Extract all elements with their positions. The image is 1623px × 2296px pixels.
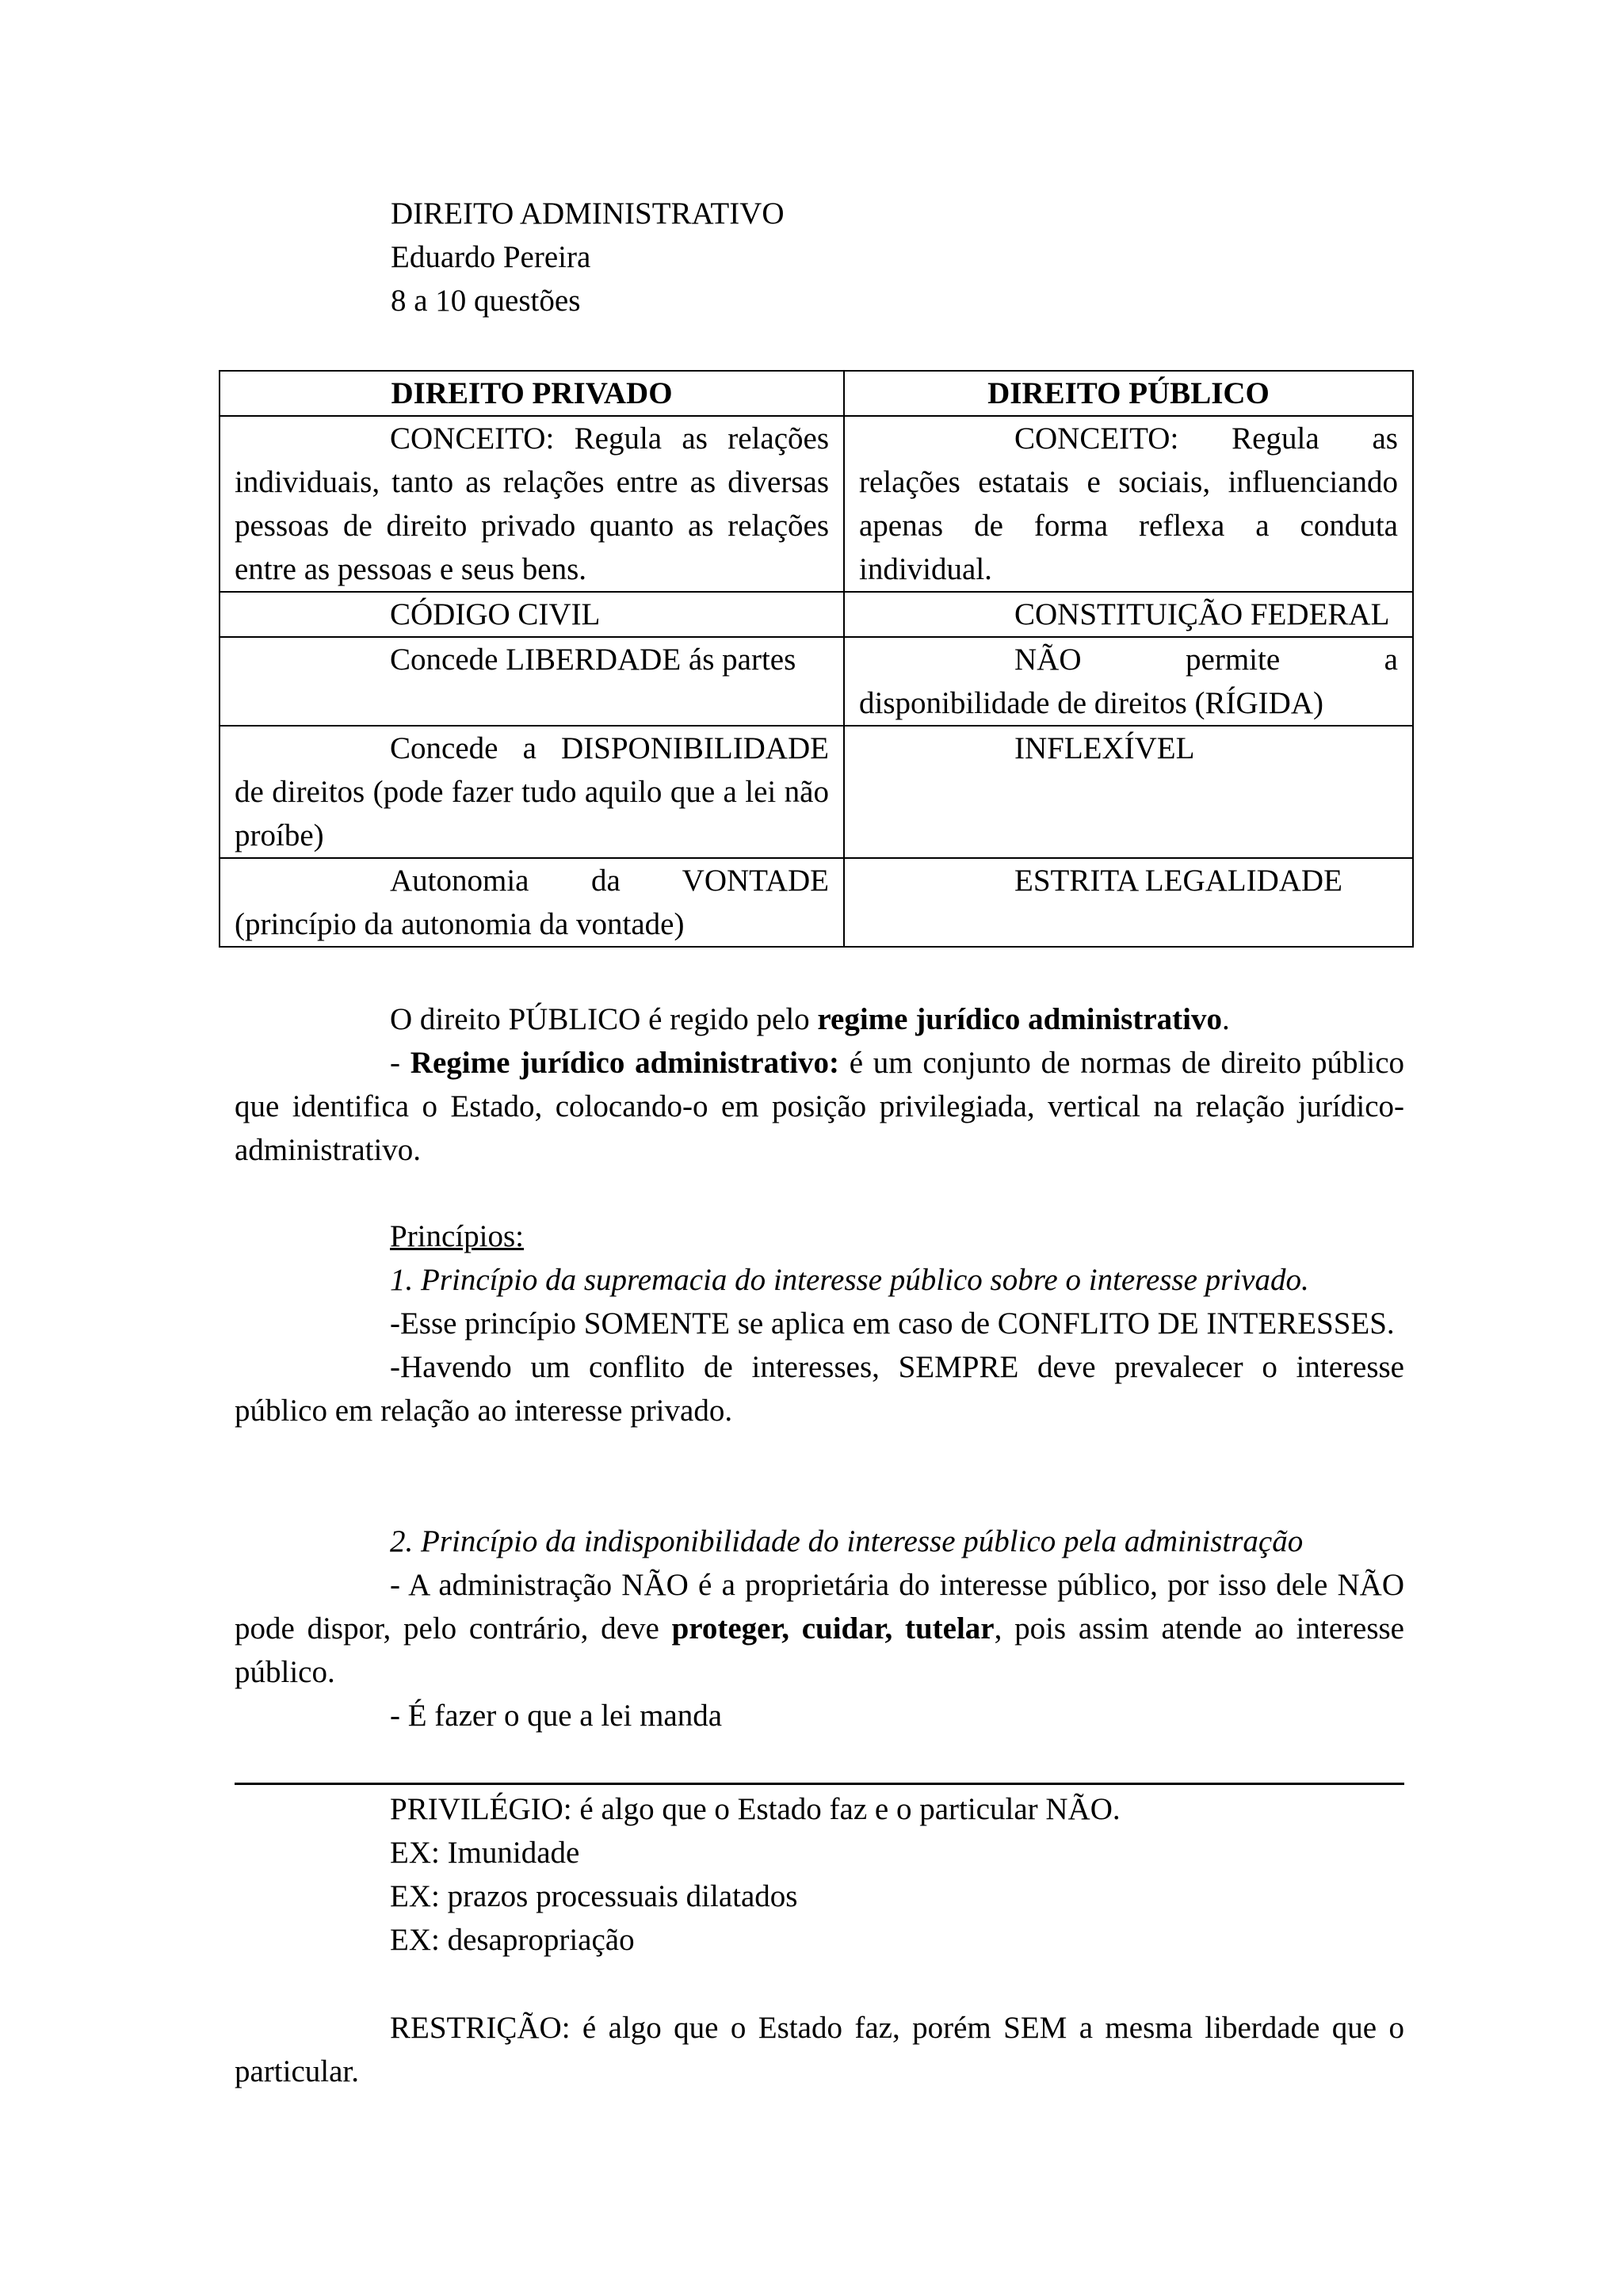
privilege-example-line xyxy=(235,1918,1404,1962)
intro-period: . xyxy=(1221,1002,1230,1036)
regime-term: Regime jurídico administrativo: xyxy=(410,1046,839,1080)
header-direito-publico: DIREITO PÚBLICO xyxy=(844,371,1413,416)
cell-privado-liberdade: Concede LIBERDADE ás partes xyxy=(220,637,844,726)
principle-1-item-1-text: -Esse princípio SOMENTE se aplica em caso de CONFLITO DE INTERESSES. xyxy=(390,1306,1395,1341)
intro-emphasis: regime jurídico administrativo xyxy=(817,1002,1222,1036)
restriction-definition: RESTRIÇÃO: é algo que o Estado faz, porém SEM a mesma liberdade que o particular. xyxy=(235,2011,1404,2088)
principles-heading: Princípios: xyxy=(390,1219,525,1253)
principle-2-section xyxy=(235,1520,1404,1737)
cell-privado-autonomia: Autonomia da VONTADE (princípio da autonomia da vontade) xyxy=(220,858,844,947)
principle-1-title-line xyxy=(235,1258,1404,1302)
principle-2-item-2 xyxy=(235,1694,1404,1737)
table-row xyxy=(220,637,1413,726)
intro-paragraph xyxy=(235,997,1404,1041)
cell-privado-codigo: CÓDIGO CIVIL xyxy=(220,592,844,637)
principle-2-title-line xyxy=(235,1520,1404,1563)
principle-1-item-1 xyxy=(235,1302,1404,1345)
cell-publico-legalidade: ESTRITA LEGALIDADE xyxy=(844,858,1413,947)
document-question-count: 8 a 10 questões xyxy=(391,284,581,318)
document-header xyxy=(391,192,785,322)
intro-section xyxy=(235,997,1404,1172)
table-row xyxy=(220,726,1413,858)
principle-2-item-1-emphasis: proteger, cuidar, tutelar xyxy=(671,1611,995,1646)
principle-2-item-2-text: - É fazer o que a lei manda xyxy=(390,1699,723,1733)
principle-2-item-1 xyxy=(235,1563,1404,1694)
principle-2-title: 2. Princípio da indisponibilidade do interesse público pela administração xyxy=(390,1524,1304,1558)
privilege-example-line xyxy=(235,1875,1404,1918)
section-divider xyxy=(235,1783,1404,1785)
table-header-row xyxy=(220,371,1413,416)
privilege-example-line xyxy=(235,1831,1404,1875)
principle-2-item-1-text: - A administração NÃO é a proprietária do interesse público, por isso dele NÃO pode dispor, pelo contrário, deve xyxy=(235,1568,1404,1646)
principle-2-item-1-end: , pois assim atende ao interesse público. xyxy=(235,1611,1404,1689)
cell-privado-disponibilidade: Concede a DISPONIBILIDADE de direitos (pode fazer tudo aquilo que a lei não proíbe) xyxy=(220,726,844,858)
privilege-example: EX: prazos processuais dilatados xyxy=(390,1879,798,1913)
table-row xyxy=(220,416,1413,592)
header-direito-privado: DIREITO PRIVADO xyxy=(220,371,844,416)
document-title: DIREITO ADMINISTRATIVO xyxy=(391,196,785,231)
restriction-paragraph xyxy=(235,2006,1404,2093)
privilege-example: EX: Imunidade xyxy=(390,1836,580,1870)
principles-heading-line xyxy=(235,1215,1404,1258)
privilege-definition-line xyxy=(235,1787,1404,1831)
principle-1-item-2 xyxy=(235,1345,1404,1432)
document-author: Eduardo Pereira xyxy=(391,240,591,274)
principle-1-title: 1. Princípio da supremacia do interesse público sobre o interesse privado. xyxy=(390,1263,1309,1297)
privilege-definition: PRIVILÉGIO: é algo que o Estado faz e o particular NÃO. xyxy=(390,1792,1121,1826)
restriction-section xyxy=(235,2006,1404,2093)
cell-privado-conceito: CONCEITO: Regula as relações individuais, tanto as relações entre as diversas pessoas de direito privado quanto as relações entre as pessoas e seus bens. xyxy=(220,416,844,592)
table-row xyxy=(220,592,1413,637)
cell-publico-constituicao: CONSTITUIÇÃO FEDERAL xyxy=(844,592,1413,637)
table-row xyxy=(220,858,1413,947)
comparison-table xyxy=(219,370,1414,948)
cell-publico-rigida: NÃO permite a disponibilidade de direitos (RÍGIDA) xyxy=(844,637,1413,726)
principles-section xyxy=(235,1215,1404,1432)
privilege-section xyxy=(235,1787,1404,1962)
regime-dash: - xyxy=(390,1046,411,1080)
intro-text: O direito PÚBLICO é regido pelo xyxy=(390,1002,818,1036)
cell-publico-conceito: CONCEITO: Regula as relações estatais e sociais, influenciando apenas de forma reflexa a conduta individual. xyxy=(844,416,1413,592)
privilege-example: EX: desapropriação xyxy=(390,1923,635,1957)
regime-definition: é um conjunto de normas de direito público que identifica o Estado, colocando-o em posição privilegiada, vertical na relação jurídico-administrativo. xyxy=(235,1046,1405,1167)
cell-publico-inflexivel: INFLEXÍVEL xyxy=(844,726,1413,858)
regime-definition-paragraph xyxy=(235,1041,1404,1172)
principle-1-item-2-text: -Havendo um conflito de interesses, SEMPRE deve prevalecer o interesse público em relação ao interesse privado. xyxy=(235,1350,1404,1428)
